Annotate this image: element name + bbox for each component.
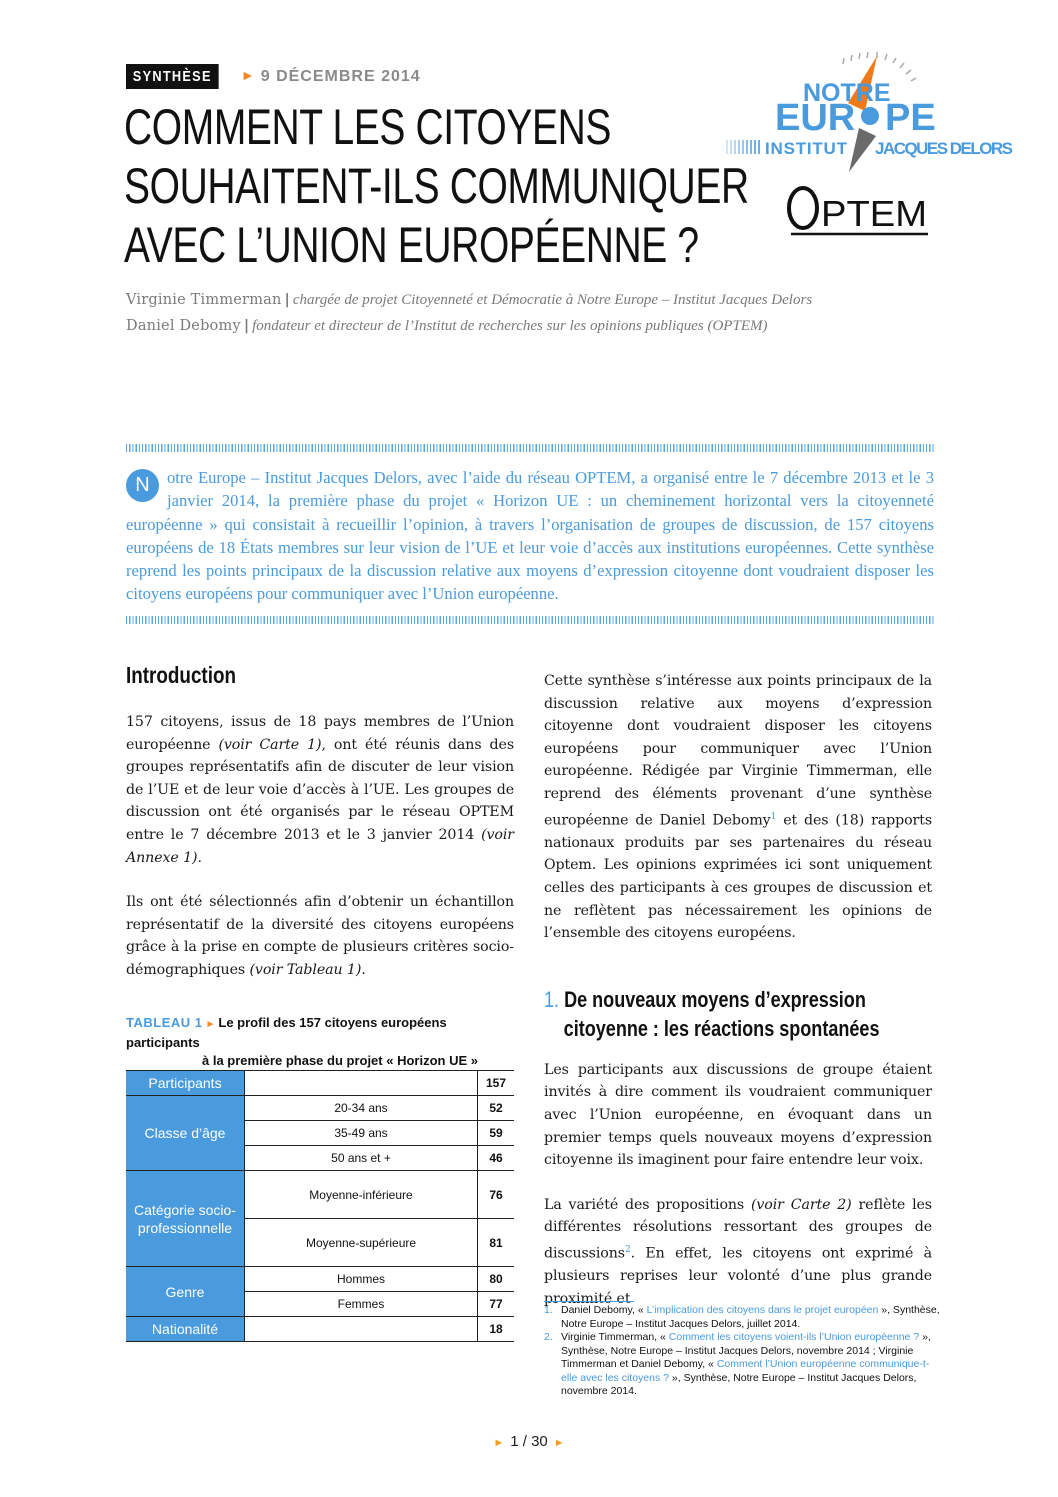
- author-role: fondateur et directeur de l’Institut de recherches sur les opinions publiques (OPTEM): [252, 318, 768, 334]
- footnote-text: [561, 1331, 944, 1399]
- author-1: [126, 292, 946, 309]
- section-heading-1: [544, 985, 880, 1043]
- document-type-badge: SYNTHÈSE: [126, 64, 219, 89]
- author-name: Daniel Debomy: [126, 318, 241, 334]
- author-2: [126, 318, 946, 335]
- row-label: Moyenne-supérieure: [245, 1219, 478, 1267]
- svg-text:PE: PE: [885, 97, 936, 139]
- divider-bottom: [126, 616, 934, 624]
- svg-text:PTEM: PTEM: [821, 193, 927, 234]
- text: . En effet, les citoyens ont exprimé à plusieurs reprises leur volonté d’une plus grande proximité et: [544, 1245, 932, 1307]
- footnote-ref[interactable]: 2: [624, 1245, 631, 1256]
- svg-text:JACQUES DELORS: JACQUES DELORS: [875, 139, 1013, 158]
- text: Virginie Timmerman, «: [561, 1331, 669, 1343]
- svg-text:EUR: EUR: [775, 97, 856, 139]
- row-label: 50 ans et +: [245, 1146, 478, 1171]
- table-row: [126, 1317, 514, 1342]
- arrow-right-icon: ►: [493, 1437, 505, 1449]
- text: .: [361, 961, 366, 978]
- row-value: 81: [478, 1219, 515, 1267]
- table-caption: [126, 1014, 514, 1070]
- row-label: [245, 1317, 478, 1342]
- row-value: 18: [478, 1317, 515, 1342]
- footnote-link[interactable]: Comment l’Union européenne communique-t-elle avec les citoyens ?: [561, 1358, 930, 1384]
- row-value: 59: [478, 1121, 515, 1146]
- footnote-ref[interactable]: 1: [770, 811, 777, 822]
- right-column: [544, 670, 932, 1311]
- svg-text:NOTRE: NOTRE: [803, 79, 891, 107]
- row-label: 35-49 ans: [245, 1121, 478, 1146]
- row-value: 46: [478, 1146, 515, 1171]
- author-name: Virginie Timmerman: [126, 292, 282, 308]
- row-category: Nationalité: [126, 1317, 245, 1342]
- footnote-rule: [544, 1301, 634, 1302]
- title-line: COMMENT LES CITOYENS: [124, 99, 612, 155]
- authors: [126, 292, 946, 344]
- footnote-text: [561, 1304, 944, 1331]
- row-label: Femmes: [245, 1292, 478, 1317]
- left-column: [126, 662, 514, 982]
- row-category: Participants: [126, 1071, 245, 1096]
- dropcap: N: [126, 469, 159, 502]
- footnote-number: 1.: [544, 1304, 553, 1316]
- cross-reference: (voir Carte 1): [218, 736, 322, 753]
- row-category: Genre: [126, 1267, 245, 1317]
- section-paragraph-1: Les participants aux discussions de groupe étaient invités à dire comment ils voudraient communiquer avec l’Union européenne, en évoquant dans un premier temps quels nouveaux moyens d’expression citoyenne ils imaginent pour faire entendre leur voix.: [544, 1061, 932, 1169]
- divider-top: [126, 444, 934, 452]
- table-label: TABLEAU 1: [126, 1015, 203, 1030]
- intro-paragraph-2: [126, 891, 514, 981]
- table-row: [126, 1071, 514, 1096]
- cross-reference: (voir Carte 2): [750, 1196, 852, 1213]
- page-label: 1 / 30: [510, 1433, 548, 1450]
- row-value: 157: [478, 1071, 515, 1096]
- text: .: [197, 849, 202, 866]
- section-paragraph-2: [544, 1194, 932, 1311]
- text: , ont été réunis dans des groupes représentatifs afin de discuter de leur vision de l’UE et de leur voie d’accès à l’UE. Les groupes de discussion ont été organisés par le réseau OPTEM entre le 7 décembre 2013 et le 3 janvier 2014: [126, 736, 514, 843]
- abstract-text: otre Europe – Institut Jacques Delors, avec l’aide du réseau OPTEM, a organisé entre le 7 décembre 2013 et le 3 janvier 2014, la première phase du projet « Horizon UE : un cheminement horizontal vers la citoyenneté européenne » qui consistait à recueillir l’opinion, à travers l’organisation de groupes de discussion, de 157 citoyens européens de 18 États membres sur leur vision de l’UE et leur voie d’accès aux institutions européennes. Cette synthèse reprend les points principaux de la discussion relative aux moyens d’expression citoyenne dont voudraient disposer les citoyens européens pour communiquer avec l’Union européenne.: [126, 468, 934, 604]
- text: », Synthèse, Notre Europe – Institut Jacques Delors, novembre 2014.: [561, 1371, 917, 1397]
- row-label: [245, 1071, 478, 1096]
- table-row: [126, 1096, 514, 1121]
- row-value: 76: [478, 1171, 515, 1219]
- intro-paragraph-1: [126, 711, 514, 869]
- text: », Synthèse, Notre Europe – Institut Jacques Delors, juillet 2014.: [561, 1304, 940, 1330]
- row-label: 20-34 ans: [245, 1096, 478, 1121]
- text: Daniel Debomy, «: [561, 1304, 647, 1316]
- table-row: [126, 1267, 514, 1292]
- footnote-2: [544, 1331, 944, 1399]
- row-value: 52: [478, 1096, 515, 1121]
- footnotes: [544, 1304, 944, 1399]
- page-title: [124, 98, 749, 275]
- footnote-link[interactable]: L’implication des citoyens dans le projet européen: [646, 1304, 879, 1316]
- abstract: [126, 466, 934, 606]
- section-title-line-2: citoyenne : les réactions spontanées: [563, 1015, 880, 1041]
- separator: |: [284, 292, 290, 308]
- title-line: SOUHAITENT-ILS COMMUNIQUER: [124, 158, 749, 214]
- summary-paragraph: [544, 670, 932, 945]
- text: et des (18) rapports nationaux produits par ses partenaires du réseau Optem. Les opinions exprimées ici sont uniquement celles des participants à ces groupes de discussion et ne reflètent pas nécessairement les opinions de l’ensemble des citoyens européens.: [544, 812, 932, 942]
- arrow-right-icon: ►: [553, 1437, 565, 1449]
- cross-reference: (voir Annexe 1): [126, 826, 514, 866]
- optem-logo: [785, 182, 930, 237]
- page-number: [0, 1433, 1058, 1450]
- text: », Synthèse, Notre Europe – Institut Jacques Delors, novembre 2014 ; Virginie Timmerman et Daniel Debomy, «: [561, 1331, 931, 1370]
- row-category: Classe d’âge: [126, 1096, 245, 1171]
- title-line: AVEC L’UNION EUROPÉENNE ?: [124, 217, 699, 273]
- optem-logo-icon: [785, 182, 930, 237]
- author-role: chargée de projet Citoyenneté et Démocratie à Notre Europe – Institut Jacques Delors: [292, 292, 813, 308]
- publication-date: 9 DÉCEMBRE 2014: [260, 67, 421, 85]
- section-title-line-1: De nouveaux moyens d’expression: [564, 986, 866, 1012]
- svg-text:INSTITUT: INSTITUT: [765, 139, 847, 158]
- row-value: 80: [478, 1267, 515, 1292]
- row-category: Catégorie socio-professionnelle: [126, 1171, 245, 1267]
- footnote-number: 2.: [544, 1331, 553, 1343]
- row-label: Moyenne-inférieure: [245, 1171, 478, 1219]
- compass-logo-icon: [725, 48, 1015, 173]
- text: reflète les différentes résolutions ressortant des groupes de discussions: [544, 1196, 932, 1262]
- row-label: Hommes: [245, 1267, 478, 1292]
- row-value: 77: [478, 1292, 515, 1317]
- footnote-1: [544, 1304, 944, 1331]
- cross-reference: (voir Tableau 1): [249, 961, 362, 978]
- arrow-right-icon: ►: [240, 68, 255, 84]
- section-heading-introduction: Introduction: [126, 662, 236, 688]
- header-meta: [126, 63, 421, 90]
- participant-profile-table: [126, 1070, 514, 1342]
- caption-line-1: Le profil des 157 citoyens européens participants: [126, 1015, 447, 1050]
- caption-line-2: à la première phase du projet « Horizon UE »: [202, 1053, 478, 1068]
- text: Ils ont été sélectionnés afin d’obtenir un échantillon représentatif de la diversité des citoyens européens grâce à la prise en compte de plusieurs critères socio-démographiques: [126, 894, 514, 978]
- text: Cette synthèse s’intéresse aux points principaux de la discussion relative aux moyens d’expression citoyenne dont voudraient disposer les citoyens européens pour communiquer avec l’Union européenne. Rédigée par Virginie Timmerman, elle reprend des éléments provenant d’une synthèse européenne de Daniel Debomy: [544, 673, 932, 829]
- text: La variété des propositions: [544, 1196, 751, 1213]
- table-row: [126, 1171, 514, 1219]
- separator: |: [243, 318, 250, 334]
- notre-europe-logo: [725, 48, 1015, 173]
- text: 157 citoyens, issus de 18 pays membres de l’Union européenne: [126, 714, 514, 753]
- arrow-right-icon: ►: [205, 1019, 216, 1030]
- footnote-link[interactable]: Comment les citoyens voient-ils l’Union européenne ?: [668, 1331, 920, 1343]
- section-number: 1.: [544, 986, 560, 1012]
